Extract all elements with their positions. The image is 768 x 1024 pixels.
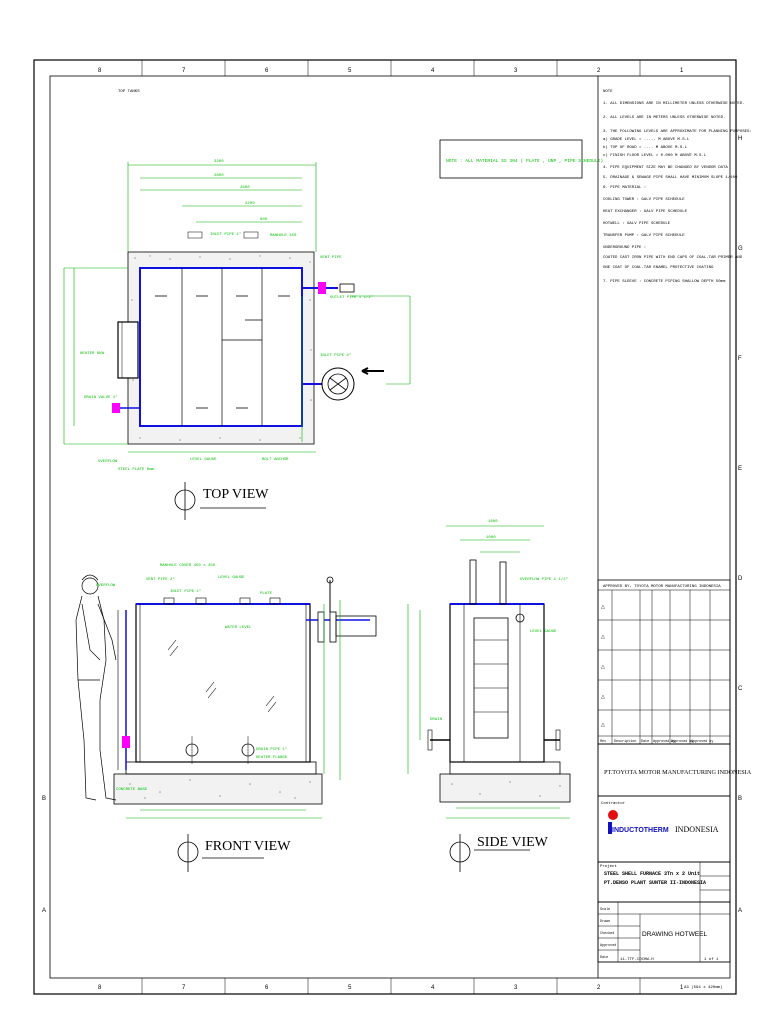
note-line: ONE COAT OF COAL-TAR ENAMEL PROTECTIVE COATING	[603, 266, 714, 270]
contractor-suffix: INDONESIA	[675, 825, 719, 834]
svg-text:MANHOLE 450: MANHOLE 450	[270, 234, 297, 238]
grid-col-top: 8	[98, 68, 102, 74]
grid-row-left: A	[42, 908, 47, 914]
grid-col-bottom: 8	[98, 985, 102, 991]
note-line: b) TOP OF ROAD = .... M ABOVE M.S.L	[603, 146, 688, 150]
title-field-label: Checked	[600, 932, 615, 936]
svg-text:VENT PIPE: VENT PIPE	[320, 256, 342, 260]
project-line-1: STEEL SHELL FURNACE 3Tn x 2 Unit	[604, 871, 701, 877]
svg-text:PLATE: PLATE	[260, 592, 273, 596]
grid-col-bottom: 7	[182, 985, 186, 991]
svg-text:INLET PIPE 1": INLET PIPE 1"	[210, 233, 242, 237]
svg-text:HEATER FLANGE: HEATER FLANGE	[256, 756, 288, 760]
grid-col-top: 7	[182, 68, 186, 74]
front-valve-icon	[122, 736, 130, 748]
top-view-title: TOP VIEW	[203, 487, 269, 502]
grid-row-right: E	[738, 466, 743, 472]
approval-col: Description	[614, 740, 637, 744]
note-line: COOLING TOWER : GALV PIPE SCHEDULE	[603, 198, 685, 202]
title-field-label: Approved	[600, 944, 617, 948]
svg-text:OVERFLOW PIPE 1 1/2": OVERFLOW PIPE 1 1/2"	[520, 578, 569, 582]
approval-col: Rev	[600, 740, 607, 744]
drawing-number: 11-TTF-IDCHW-H	[620, 958, 654, 962]
notes-list	[603, 102, 752, 284]
title-field-label: Drawn	[600, 920, 611, 924]
front-view-title: FRONT VIEW	[205, 839, 291, 854]
svg-text:LEVEL GAUGE: LEVEL GAUGE	[530, 630, 557, 634]
note-line: 7. PIPE SLEEVE : CONCRETE PIPING SHALLOW DEPTH 50mm	[603, 280, 726, 284]
svg-text:2800: 2800	[214, 174, 224, 178]
grid-col-top: 2	[597, 68, 601, 74]
note-line: a) GRADE LEVEL = ..... M ABOVE M.S.L	[603, 138, 690, 142]
grid-row-right: D	[738, 576, 743, 582]
note-line: 2. ALL LEVELS ARE IN METERS UNLESS OTHERWISE NOTED.	[603, 116, 726, 120]
rev-mark-icon: △	[601, 694, 605, 700]
svg-text:DRAIN VALVE 1": DRAIN VALVE 1"	[84, 396, 118, 400]
contractor-brand: INDUCTOTHERM	[612, 827, 669, 834]
svg-text:3200: 3200	[214, 160, 224, 164]
svg-text:OVERFLOW: OVERFLOW	[98, 460, 118, 464]
front-tank	[136, 604, 310, 762]
project-line-2: PT.DENSO PLANT SUNTER II-INDONESIA	[604, 880, 707, 886]
note-line: 6. PIPE MATERIAL :	[603, 186, 647, 190]
contractor-label: Contractor	[601, 802, 626, 806]
rev-mark-icon: △	[601, 634, 605, 640]
svg-text:LEVEL GAUGE: LEVEL GAUGE	[190, 458, 217, 462]
svg-text:DRAIN PIPE 1": DRAIN PIPE 1"	[256, 748, 288, 752]
project-label: Project	[600, 865, 617, 869]
heater-panel	[118, 322, 138, 378]
svg-text:600: 600	[260, 218, 268, 222]
grid-col-top: 5	[348, 68, 352, 74]
notes-header: NOTE	[603, 90, 613, 94]
note-line: COATED CAST IRON PIPE WITH END CAPS OF COAL-TAR PRIMER AND	[603, 256, 743, 260]
svg-text:MANHOLE COVER 450 x 450: MANHOLE COVER 450 x 450	[160, 564, 216, 568]
svg-text:INLET PIPE 4": INLET PIPE 4"	[320, 354, 352, 358]
grid-col-top: 6	[265, 68, 269, 74]
material-note: NOTE : ALL MATERIAL SS 304 ( PLATE , UNP , PIPE SCHEDULE)	[446, 159, 604, 164]
rev-mark-icon: △	[601, 722, 605, 728]
grid-col-bottom: 6	[265, 985, 269, 991]
svg-text:OUTLET PIPE 1 1/2": OUTLET PIPE 1 1/2"	[330, 296, 374, 300]
note-line: UNDERGROUND PIPE :	[603, 246, 647, 250]
grid-col-top: 3	[514, 68, 518, 74]
grid-col-bottom: 2	[597, 985, 601, 991]
svg-text:2600: 2600	[240, 186, 250, 190]
note-line: HOTWELL : GALV PIPE SCHEDULE	[603, 222, 671, 226]
grid-row-right: F	[738, 356, 742, 362]
note-line: 1. ALL DIMENSIONS ARE IN MILLIMETER UNLESS OTHERWISE NOTED.	[603, 102, 745, 106]
side-view	[408, 520, 570, 872]
title-field-label: Date	[600, 956, 609, 960]
note-line: 3. THE FOLLOWING LEVELS ARE APPROXIMATE FOR PLANNING PURPOSES:	[603, 130, 752, 134]
grid-col-bottom: 5	[348, 985, 352, 991]
approval-col: Approved by	[671, 740, 694, 744]
side-concrete-base	[440, 774, 570, 802]
paper-size: A3 (594 x 420mm)	[684, 986, 723, 990]
drawing-title: DRAWING HOTWEEL	[642, 931, 708, 938]
approval-col: Date	[641, 740, 650, 744]
svg-text:2200: 2200	[245, 202, 255, 206]
grid-col-top: 4	[431, 68, 435, 74]
svg-text:1000: 1000	[486, 536, 496, 540]
contractor-logo-icon	[608, 810, 618, 820]
side-view-title: SIDE VIEW	[477, 835, 548, 850]
svg-text:HEATER 9KW: HEATER 9KW	[80, 352, 105, 356]
approval-col: Approved by	[653, 740, 676, 744]
grid-row-right: G	[738, 246, 743, 252]
svg-text:STEEL PLATE 6mm: STEEL PLATE 6mm	[118, 468, 155, 472]
grid-col-top: 1	[680, 68, 684, 74]
grid-row-right: A	[738, 908, 743, 914]
note-line: TRANSFER PUMP : GALV PIPE SCHEDULE	[603, 234, 685, 238]
rev-mark-icon: △	[601, 664, 605, 670]
grid-col-bottom: 3	[514, 985, 518, 991]
note-line: 5. DRAINAGE & SEWAGE PIPE SHALL HAVE MINIMUM SLOPE 1/100	[603, 176, 738, 180]
tank-outline	[140, 268, 302, 426]
note-line: c) FINISH FLOOR LEVEL = 0.000 M ABOVE M.S.L	[603, 154, 707, 158]
grid-row-right: B	[738, 796, 743, 802]
svg-text:OVERFLOW: OVERFLOW	[96, 584, 116, 588]
flow-arrow-icon	[362, 368, 384, 374]
corner-tag: TOP TANKS	[118, 90, 140, 94]
grid-row-right: C	[738, 686, 743, 692]
grid-row-right: H	[738, 136, 743, 142]
svg-text:BOLT ANCHOR: BOLT ANCHOR	[262, 458, 289, 462]
note-line: 4. PIPE EQUIPMENT SIZE MAY BE CHANGED BY VENDOR DATA	[603, 166, 728, 170]
svg-text:1600: 1600	[488, 520, 498, 524]
owner-name: PT.TOYOTA MOTOR MANUFACTURING INDONESIA	[604, 769, 752, 776]
approval-header: APPROVED BY, TOYOTA MOTOR MANUFACTURING INDONESIA	[603, 585, 721, 589]
drain-valve-icon	[112, 403, 120, 413]
front-view	[76, 564, 376, 872]
valve-icon	[318, 282, 326, 294]
grid-col-bottom: 1	[680, 985, 684, 991]
person-scale-figure	[76, 575, 116, 800]
svg-text:INLET PIPE 1": INLET PIPE 1"	[170, 590, 202, 594]
svg-text:LEVEL GAUGE: LEVEL GAUGE	[218, 576, 245, 580]
svg-text:VENT PIPE 2": VENT PIPE 2"	[146, 578, 175, 582]
approval-col: Approved by	[691, 740, 714, 744]
sheet-info: 1 of 1	[704, 958, 719, 962]
title-field-label: Scale	[600, 908, 611, 912]
note-line: HEAT EXCHANGER : GALV PIPE SCHEDULE	[603, 210, 688, 214]
rev-mark-icon: △	[601, 604, 605, 610]
top-view	[64, 160, 410, 520]
svg-text:CONCRETE BASE: CONCRETE BASE	[116, 788, 148, 792]
grid-row-left: B	[42, 796, 47, 802]
svg-text:DRAIN: DRAIN	[430, 718, 443, 722]
svg-text:WATER LEVEL: WATER LEVEL	[225, 626, 252, 630]
grid-col-bottom: 4	[431, 985, 435, 991]
